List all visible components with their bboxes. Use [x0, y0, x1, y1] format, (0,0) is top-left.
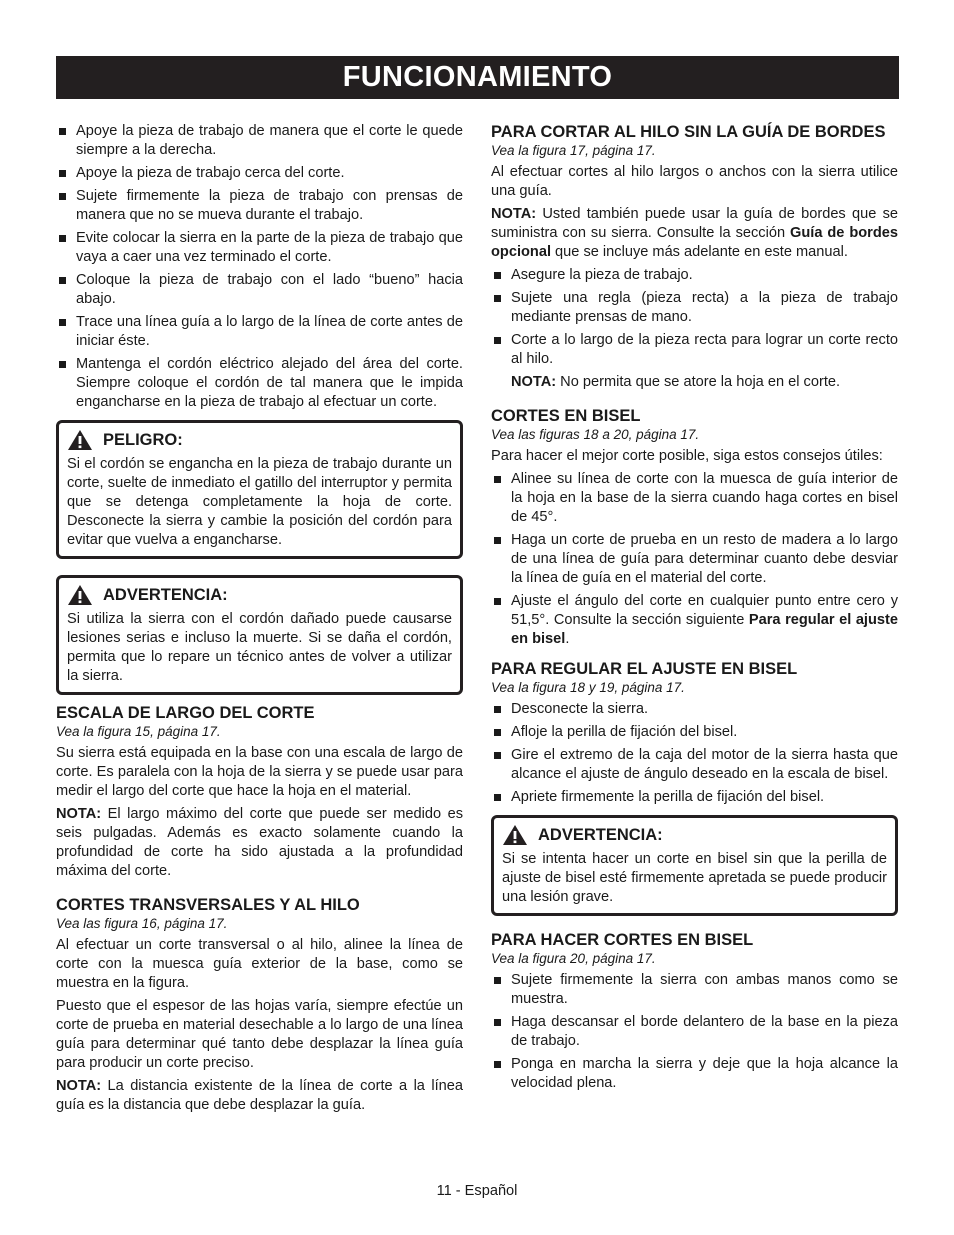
note-text: El largo máximo del corte que puede ser medido es seis pulgadas. Además es exacto solamente cuando la profundidad de corte ha sido ajustada a la profundidad máxima del corte. — [56, 806, 463, 879]
warning-triangle-icon — [502, 824, 528, 846]
warning-triangle-icon — [67, 429, 93, 451]
note-label: NOTA: — [56, 1078, 102, 1094]
warning-text: Si se intenta hacer un corte en bisel sin que la perilla de ajuste de bisel esté firmemente apretada se puede producir una lesión grave. — [502, 851, 887, 905]
section-heading: CORTES TRANSVERSALES Y AL HILO — [56, 896, 360, 914]
figure-reference: Vea la figura 20, página 17. — [491, 951, 656, 966]
danger-title: PELIGRO: — [103, 430, 183, 449]
note-paragraph — [56, 1077, 463, 1115]
page-number: 11 - Español — [436, 1183, 518, 1199]
rip-bullet-list — [491, 266, 898, 369]
paragraph: Para hacer el mejor corte posible, siga estos consejos útiles: — [491, 448, 883, 464]
list-item: Haga descansar el borde delantero de la base en la pieza de trabajo. — [491, 1013, 898, 1051]
section-heading: PARA REGULAR EL AJUSTE EN BISEL — [491, 660, 798, 678]
note-bold-ref: Guía de bordes opcional — [491, 225, 898, 260]
list-item: Haga un corte de prueba en un resto de madera a lo largo de una línea de guía para determinar cuanto debe desviar la línea de guía en el material del corte. — [491, 531, 898, 588]
danger-text: Si el cordón se engancha en la pieza de trabajo durante un corte, suelte de inmediato el gatillo del interruptor y permita que se detenga completamente la hoja de corte. Desconecte la sierra y cambie la posición del cordón para evitar que vuelva a engancharse. — [67, 456, 452, 548]
note-label: NOTA: — [56, 806, 102, 822]
list-item: Afloje la perilla de fijación del bisel. — [491, 723, 898, 742]
note-text: La distancia existente de la línea de corte a la línea guía es la distancia que debe desplazar la guía. — [56, 1078, 463, 1113]
list-item: Evite colocar la sierra en la parte de la pieza de trabajo que vaya a caer una vez terminado el corte. — [56, 229, 463, 267]
section-heading: CORTES EN BISEL — [491, 407, 641, 425]
note-paragraph — [56, 805, 463, 881]
warning-title: ADVERTENCIA: — [538, 825, 663, 844]
list-item: Trace una línea guía a lo largo de la línea de corte antes de iniciar éste. — [56, 313, 463, 351]
list-item: Gire el extremo de la caja del motor de la sierra hasta que alcance el ajuste de ángulo deseado en la escala de bisel. — [491, 746, 898, 784]
list-item — [491, 592, 898, 649]
adjust-bullet-list — [491, 700, 898, 807]
warning-box — [56, 575, 463, 695]
section-heading: PARA HACER CORTES EN BISEL — [491, 931, 754, 949]
warning-title: ADVERTENCIA: — [103, 585, 228, 604]
paragraph: Puesto que el espesor de las hojas varía, siempre efectúe un corte de prueba en material desechable a lo largo de una línea guía para determinar qué tanto debe desplazar la línea guía para producir un corte preciso. — [56, 998, 463, 1071]
section-heading: PARA CORTAR AL HILO SIN LA GUÍA DE BORDES — [491, 123, 886, 141]
note-paragraph — [491, 373, 898, 392]
warning-triangle-icon — [67, 584, 93, 606]
bevel-bullet-list — [491, 470, 898, 649]
list-item: Apriete firmemente la perilla de fijación del bisel. — [491, 788, 898, 807]
warning-box — [491, 815, 898, 916]
list-item: Corte a lo largo de la pieza recta para lograr un corte recto al hilo. — [491, 331, 898, 369]
paragraph: Al efectuar un corte transversal o al hilo, alinee la línea de corte con la muesca guía exterior de la base, como se muestra en la figura. — [56, 937, 463, 991]
note-text: que se incluye más adelante en este manual. — [551, 244, 848, 260]
note-text: Usted también puede usar la guía de bordes que se suministra con su sierra. Consulte la sección — [491, 206, 898, 241]
figure-reference: Vea la figura 17, página 17. — [491, 143, 656, 158]
page-title: FUNCIONAMIENTO — [56, 56, 899, 99]
list-item-end: . — [565, 631, 570, 647]
section-heading: ESCALA DE LARGO DEL CORTE — [56, 704, 315, 722]
list-item: Apoye la pieza de trabajo cerca del corte. — [56, 164, 463, 183]
list-item: Mantenga el cordón eléctrico alejado del área del corte. Siempre coloque el cordón de tal manera que le impida engancharse en la pieza de trabajo al efectuar un corte. — [56, 355, 463, 412]
warning-text: Si utiliza la sierra con el cordón dañado puede causarse lesiones serias e incluso la muerte. Si se daña el cordón, permita que lo repare un técnico antes de volver a utilizar la sierra. — [67, 611, 452, 684]
list-item: Alinee su línea de corte con la muesca de guía interior de la hoja en la base de la sierra cuando haga cortes en bisel de 45°. — [491, 470, 898, 527]
list-item: Ponga en marcha la sierra y deje que la hoja alcance la velocidad plena. — [491, 1055, 898, 1093]
make-bevel-bullet-list — [491, 971, 898, 1093]
note-label: NOTA: — [491, 206, 537, 222]
note-text: No permita que se atore la hoja en el corte. — [556, 374, 841, 390]
list-item: Desconecte la sierra. — [491, 700, 898, 719]
figure-reference: Vea la figura 18 y 19, página 17. — [491, 680, 685, 695]
right-column — [491, 122, 898, 1097]
list-item: Sujete firmemente la pieza de trabajo con prensas de manera que no se mueva durante el trabajo. — [56, 187, 463, 225]
list-item: Apoye la pieza de trabajo de manera que el corte le quede siempre a la derecha. — [56, 122, 463, 160]
figure-reference: Vea la figura 15, página 17. — [56, 724, 221, 739]
left-column — [56, 122, 463, 1119]
list-item: Sujete firmemente la sierra con ambas manos como se muestra. — [491, 971, 898, 1009]
note-label: NOTA: — [511, 374, 557, 390]
list-item-text: Ajuste el ángulo del corte en cualquier punto entre cero y 51,5°. Consulte la sección siguiente — [511, 593, 898, 628]
list-item: Coloque la pieza de trabajo con el lado “bueno” hacia abajo. — [56, 271, 463, 309]
figure-reference: Vea las figura 16, página 17. — [56, 916, 228, 931]
setup-bullet-list — [56, 122, 463, 412]
figure-reference: Vea las figuras 18 a 20, página 17. — [491, 427, 700, 442]
paragraph: Su sierra está equipada en la base con una escala de largo de corte. Es paralela con la hoja de la sierra y se puede usar para medir el largo del corte que hace la hoja en el material. — [56, 745, 463, 799]
paragraph: Al efectuar cortes al hilo largos o anchos con la sierra utilice una guía. — [491, 164, 898, 199]
list-item-bold-ref: Para regular el ajuste en bisel — [511, 612, 898, 647]
list-item: Sujete una regla (pieza recta) a la pieza de trabajo mediante prensas de mano. — [491, 289, 898, 327]
danger-box — [56, 420, 463, 559]
note-paragraph — [491, 205, 898, 262]
list-item: Asegure la pieza de trabajo. — [491, 266, 898, 285]
